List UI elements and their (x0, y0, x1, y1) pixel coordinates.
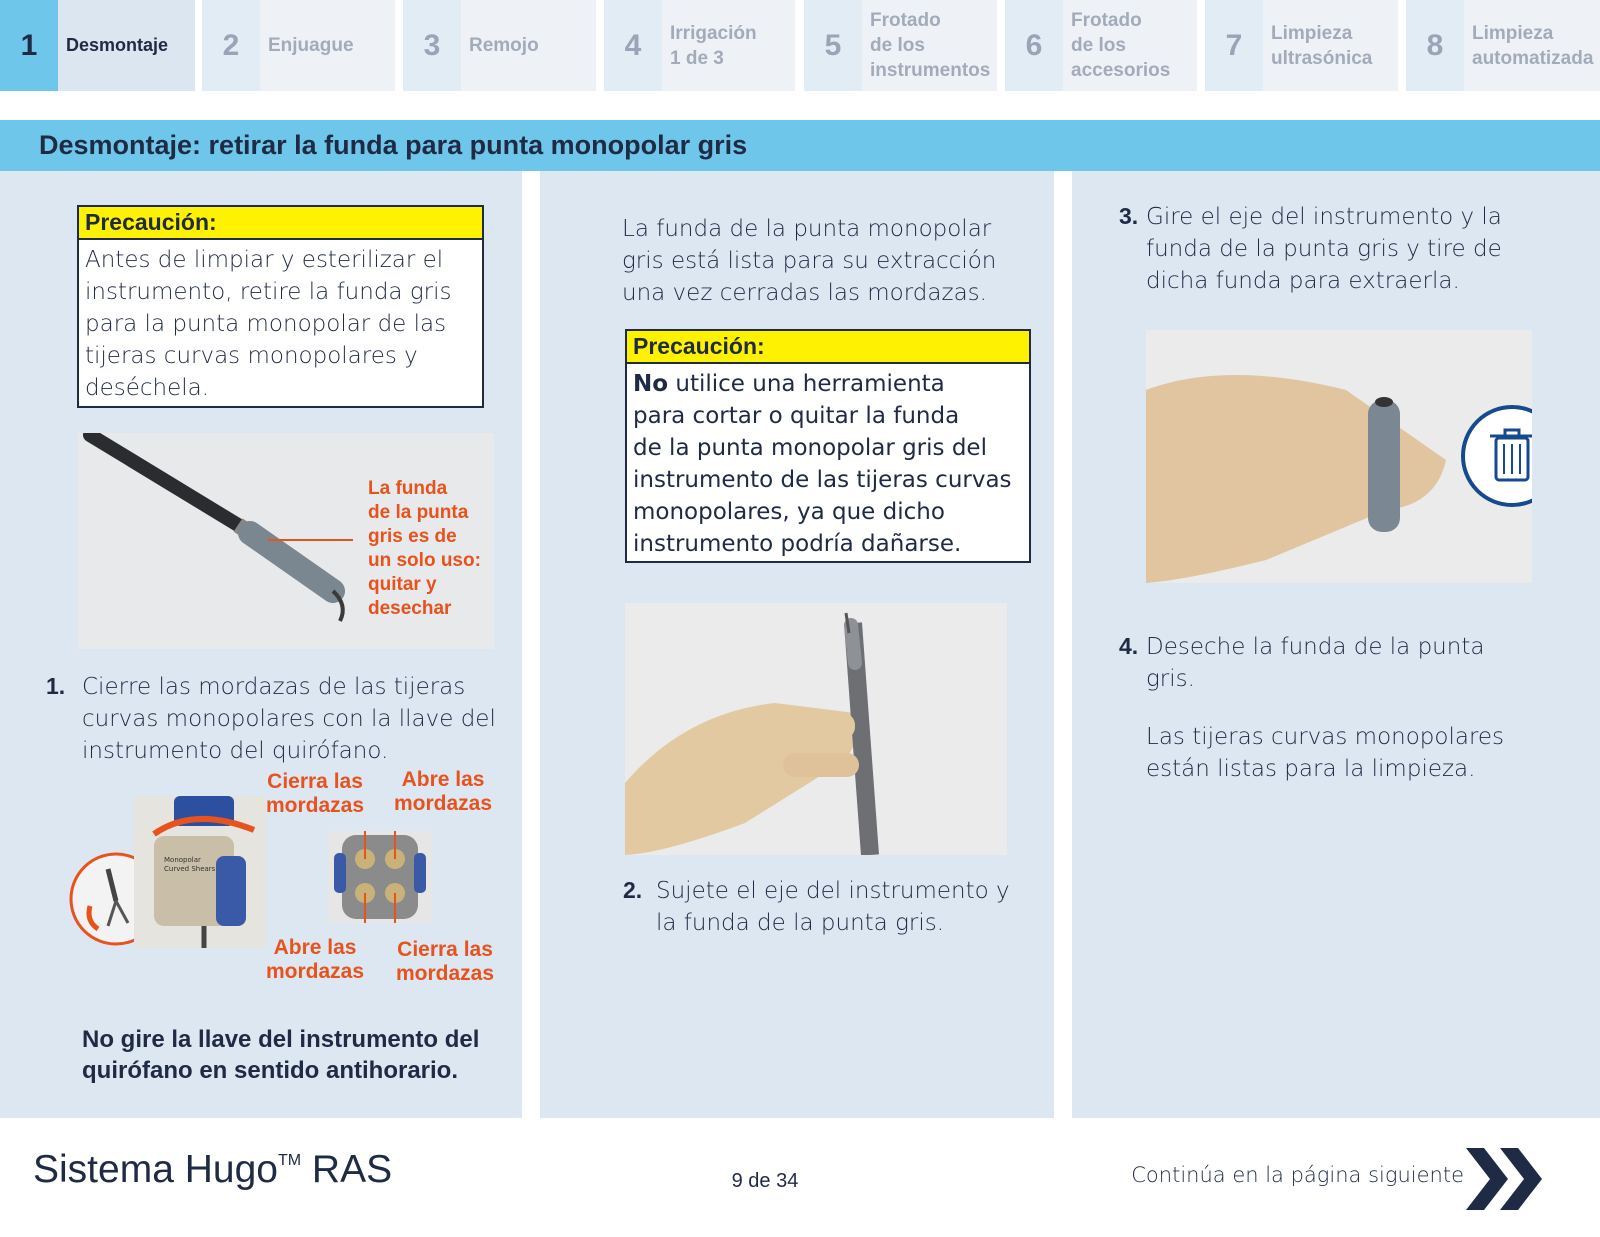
step-number: 4 (604, 0, 662, 91)
step-label: Desmontaje (66, 35, 169, 55)
continue-text: Continúa en la página siguiente (1131, 1163, 1464, 1187)
label-close-jaws-top: Cierra las mordazas (266, 770, 365, 817)
caution-body-text: utilice una herramienta para cortar o quitar la funda de la punta monopolar gris del instrumento de las tijeras curvas monopolares, ya que dicho instrumento podría dañarse. (633, 371, 1012, 557)
jaw-diagram (68, 768, 518, 1016)
intro-text: La funda de la punta monopolar gris está lista para su extracción una vez cerradas las mordazas. (622, 216, 997, 306)
step-4-text: Deseche la funda de la punta gris. (1146, 634, 1485, 692)
column-2 (540, 171, 1054, 1118)
instrument-key-photo (134, 796, 266, 948)
grip-photo (625, 603, 1007, 855)
step-number: 3 (403, 0, 461, 91)
single-use-callout: La funda de la punta gris es de un solo uso: quitar y desechar (368, 478, 481, 619)
caution-emphasis: No (633, 371, 669, 397)
step-1-number: 1. (46, 673, 66, 699)
step-label: Frotado de los accesorios (1071, 10, 1171, 81)
step-tab-8[interactable] (1406, 0, 1600, 91)
label-open-jaws-top: Abre las mordazas (394, 768, 493, 815)
label-open-jaws-bottom: Abre las mordazas (266, 936, 365, 983)
step-2-text: Sujete el eje del instrumento y la funda de la punta gris. (656, 878, 1010, 936)
step-tab-4[interactable] (604, 0, 795, 91)
removed-sleeve-photo (1146, 330, 1532, 583)
page-number: 9 de 34 (731, 1170, 799, 1192)
step-1-text: Cierre las mordazas de las tijeras curvas monopolares con la llave del instrumento del quirófano. (82, 674, 496, 764)
step-label: Limpieza automatizada (1472, 22, 1594, 69)
step-number: 5 (804, 0, 862, 91)
brand-suffix: RAS (301, 1148, 393, 1191)
step-number: 8 (1406, 0, 1464, 91)
double-chevron-right-icon[interactable] (1466, 1148, 1548, 1210)
step-number: 1 (0, 0, 58, 91)
caution-title: Precaución: (79, 207, 482, 240)
column-1 (0, 171, 522, 1118)
step-label: Enjuague (268, 35, 354, 56)
caution-body (627, 364, 1029, 566)
trash-icon (1460, 404, 1532, 508)
brand-text: Sistema Hugo (33, 1148, 278, 1191)
step-label: Irrigación 1 de 3 (670, 22, 757, 69)
caution-box (77, 205, 484, 408)
column-3 (1072, 171, 1600, 1118)
key-head-photo (328, 831, 432, 923)
step-4-note: Las tijeras curvas monopolares están listas para la limpieza. (1146, 724, 1505, 782)
step-2-number: 2. (623, 877, 643, 903)
step-tab-3[interactable] (403, 0, 596, 91)
step-tab-7[interactable] (1205, 0, 1398, 91)
step-tab-2[interactable] (202, 0, 395, 91)
step-number: 6 (1005, 0, 1063, 91)
step-3-number: 3. (1119, 203, 1139, 229)
section-heading-bar (0, 120, 1600, 171)
caution-body: Antes de limpiar y esterilizar el instrumento, retire la funda gris para la punta monopolar de las tijeras curvas monopolares y deséchela. (85, 247, 452, 401)
step-3-text: Gire el eje del instrumento y la funda de la punta gris y tire de dicha funda para extraerla. (1146, 204, 1502, 294)
device-label: Monopolar Curved Shears (164, 856, 216, 873)
step-label: Frotado de los instrumentos (870, 10, 991, 81)
caution-title: Precaución: (627, 331, 1029, 364)
instrument-tip-photo (78, 433, 494, 649)
step-4-number: 4. (1119, 633, 1139, 659)
step-tab-5[interactable] (804, 0, 997, 91)
label-close-jaws-bottom: Cierra las mordazas (396, 938, 495, 985)
page-title: Desmontaje: retirar la funda para punta monopolar gris (39, 130, 748, 160)
step-number: 2 (202, 0, 260, 91)
caution-box (625, 329, 1031, 563)
step-number: 7 (1205, 0, 1263, 91)
rotation-warning: No gire la llave del instrumento del quirófano en sentido antihorario. (82, 1026, 480, 1084)
step-label: Remojo (469, 35, 539, 56)
step-tab-1[interactable] (0, 0, 195, 91)
step-tab-6[interactable] (1005, 0, 1197, 91)
trademark: TM (277, 1152, 302, 1169)
step-navigation (0, 0, 1600, 91)
brand-name (33, 1148, 392, 1192)
step-label: Limpieza ultrasónica (1271, 22, 1373, 69)
